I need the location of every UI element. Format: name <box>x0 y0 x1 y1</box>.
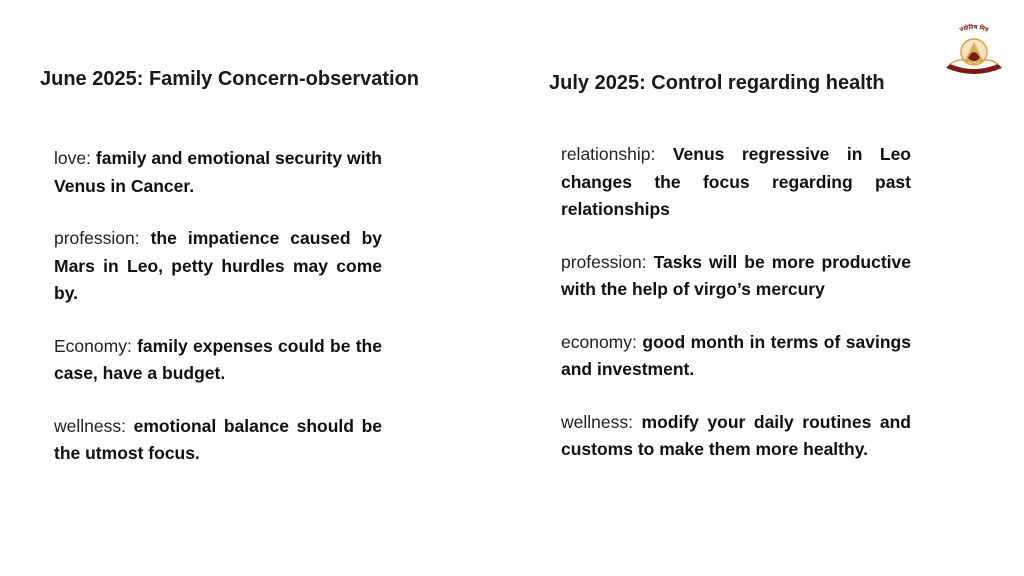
july-profession-item <box>561 249 911 304</box>
july-economy-text: good month in terms of savings and investment. <box>561 331 911 379</box>
july-economy-item <box>561 329 911 384</box>
july-wellness-label: wellness: <box>561 411 633 432</box>
june-love-text: family and emotional security with Venus in Cancer. <box>54 148 382 196</box>
june-love-item <box>54 145 382 200</box>
july-wellness-text: modify your daily routines and customs to make them more healthy. <box>561 411 911 459</box>
july-title: July 2025: Control regarding health <box>549 72 885 94</box>
june-economy-text: family expenses could be the case, have a budget. <box>54 335 382 383</box>
july-profession-label: profession: <box>561 251 647 272</box>
june-profession-item <box>54 225 382 308</box>
july-economy-label: economy: <box>561 331 637 352</box>
june-economy-item <box>54 333 382 388</box>
june-title: June 2025: Family Concern-observation <box>40 68 420 90</box>
brand-logo <box>940 18 1008 80</box>
july-relationship-text: Venus regressive in Leo changes the focus regarding past relationships <box>561 144 911 219</box>
june-profession-label: profession: <box>54 228 140 248</box>
june-economy-label: Economy: <box>54 335 132 356</box>
june-love-label: love: <box>54 148 91 168</box>
june-wellness-text: emotional balance should be the utmost focus. <box>54 415 382 463</box>
june-wellness-label: wellness: <box>54 415 126 436</box>
july-relationship-item <box>561 141 911 224</box>
july-wellness-item <box>561 409 911 464</box>
june-wellness-item <box>54 413 382 468</box>
logo-text: ज्योतिष मित्र <box>958 23 990 34</box>
june-column <box>54 145 382 493</box>
july-relationship-label: relationship: <box>561 144 656 164</box>
july-column <box>561 141 911 489</box>
june-profession-text: the impatience caused by Mars in Leo, petty hurdles may come by. <box>54 228 382 303</box>
july-profession-text: Tasks will be more productive with the help of virgo’s mercury <box>561 251 911 299</box>
